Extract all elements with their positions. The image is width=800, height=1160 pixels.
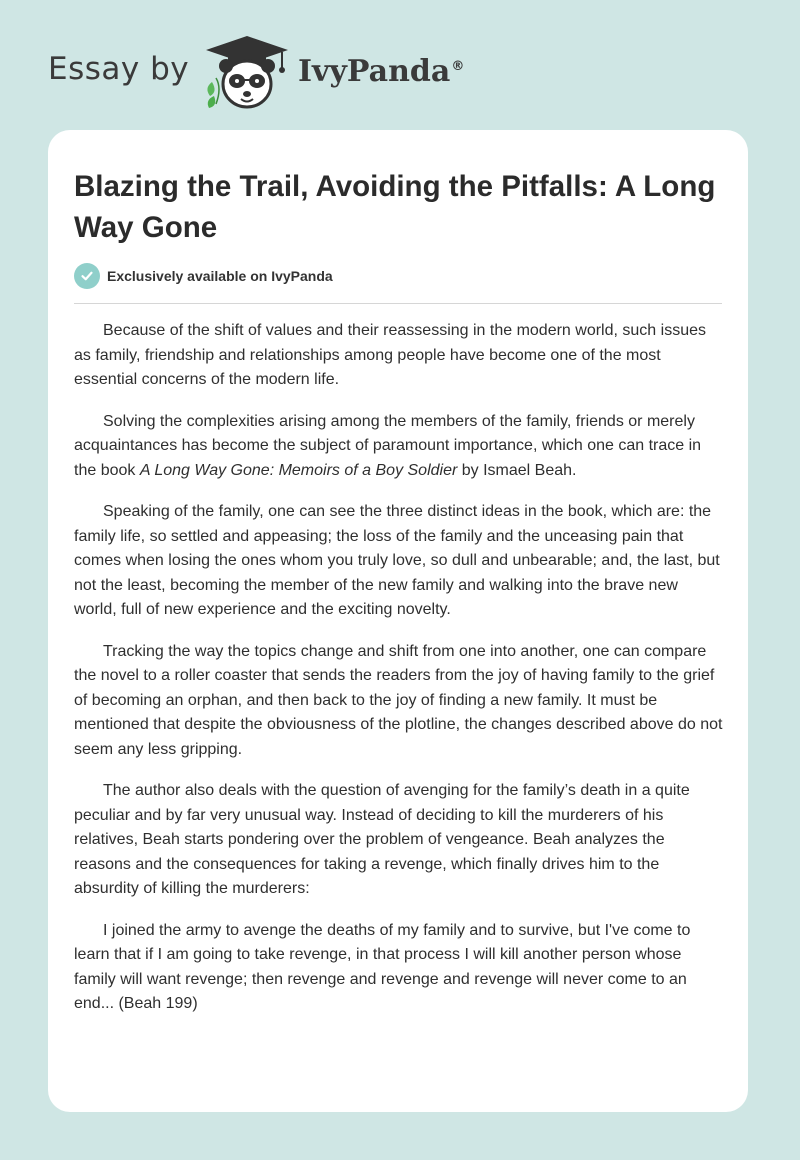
paragraph: Speaking of the family, one can see the three distinct ideas in the book, which are: the family life, so settled and appeasing; the loss of the family and the unceasing pain that comes when losing the ones whom you truly love, so dull and unbearable; and, the last, but not the least, becoming the member of the new family and walking into the brave new world, full of new experience and the exciting novelty. <box>74 503 720 618</box>
site-header <box>48 32 748 112</box>
exclusive-label: Exclusively available on IvyPanda <box>107 268 333 284</box>
paragraph: Because of the shift of values and their reassessing in the modern world, such issues as family, friendship and relationships among people have become one of the most essential concerns of the modern life. <box>74 322 706 388</box>
divider <box>74 303 722 304</box>
essay-title: Blazing the Trail, Avoiding the Pitfalls: A Long Way Gone <box>74 170 716 244</box>
brand-name: IvyPanda® <box>298 54 465 89</box>
book-title: A Long Way Gone: Memoirs of a Boy Soldier <box>139 461 458 479</box>
registered-mark: ® <box>451 59 465 74</box>
panda-logo-icon[interactable] <box>202 34 292 112</box>
check-circle-icon <box>74 263 100 289</box>
quote-paragraph: I joined the army to avenge the deaths of my family and to survive, but I've come to learn that if I am going to take revenge, in that process I will kill another person whose family will want revenge; then revenge and revenge and revenge will never come to an end... (Beah 199) <box>74 921 691 1012</box>
paragraph: Tracking the way the topics change and shift from one into another, one can compare the novel to a roller coaster that sends the readers from the joy of having family to the grief of becoming an orphan, and then back to the joy of finding a new family. It must be mentioned that despite the obviousness of the plotline, the changes described above do not seem any less gripping. <box>74 642 723 758</box>
essay-body <box>74 319 724 1034</box>
essay-card <box>48 130 748 1112</box>
exclusive-badge <box>74 263 333 289</box>
paragraph: The author also deals with the question of avenging for the family’s death in a quite peculiar and by far very unusual way. Instead of deciding to kill the murderers of his relatives, Beah starts pondering over the problem of vengeance. Beah analyzes the reasons and the consequences for taking a revenge, which finally drives him to the absurdity of killing the murderers: <box>74 782 690 897</box>
essay-by-label: Essay by <box>48 51 190 87</box>
paragraph: Solving the complexities arising among the members of the family, friends or merely acquaintances has become the subject of paramount importance, which one can trace in the book A Long Way Gone: Memoirs of a Boy Soldier by Ismael Beah. <box>74 412 702 479</box>
